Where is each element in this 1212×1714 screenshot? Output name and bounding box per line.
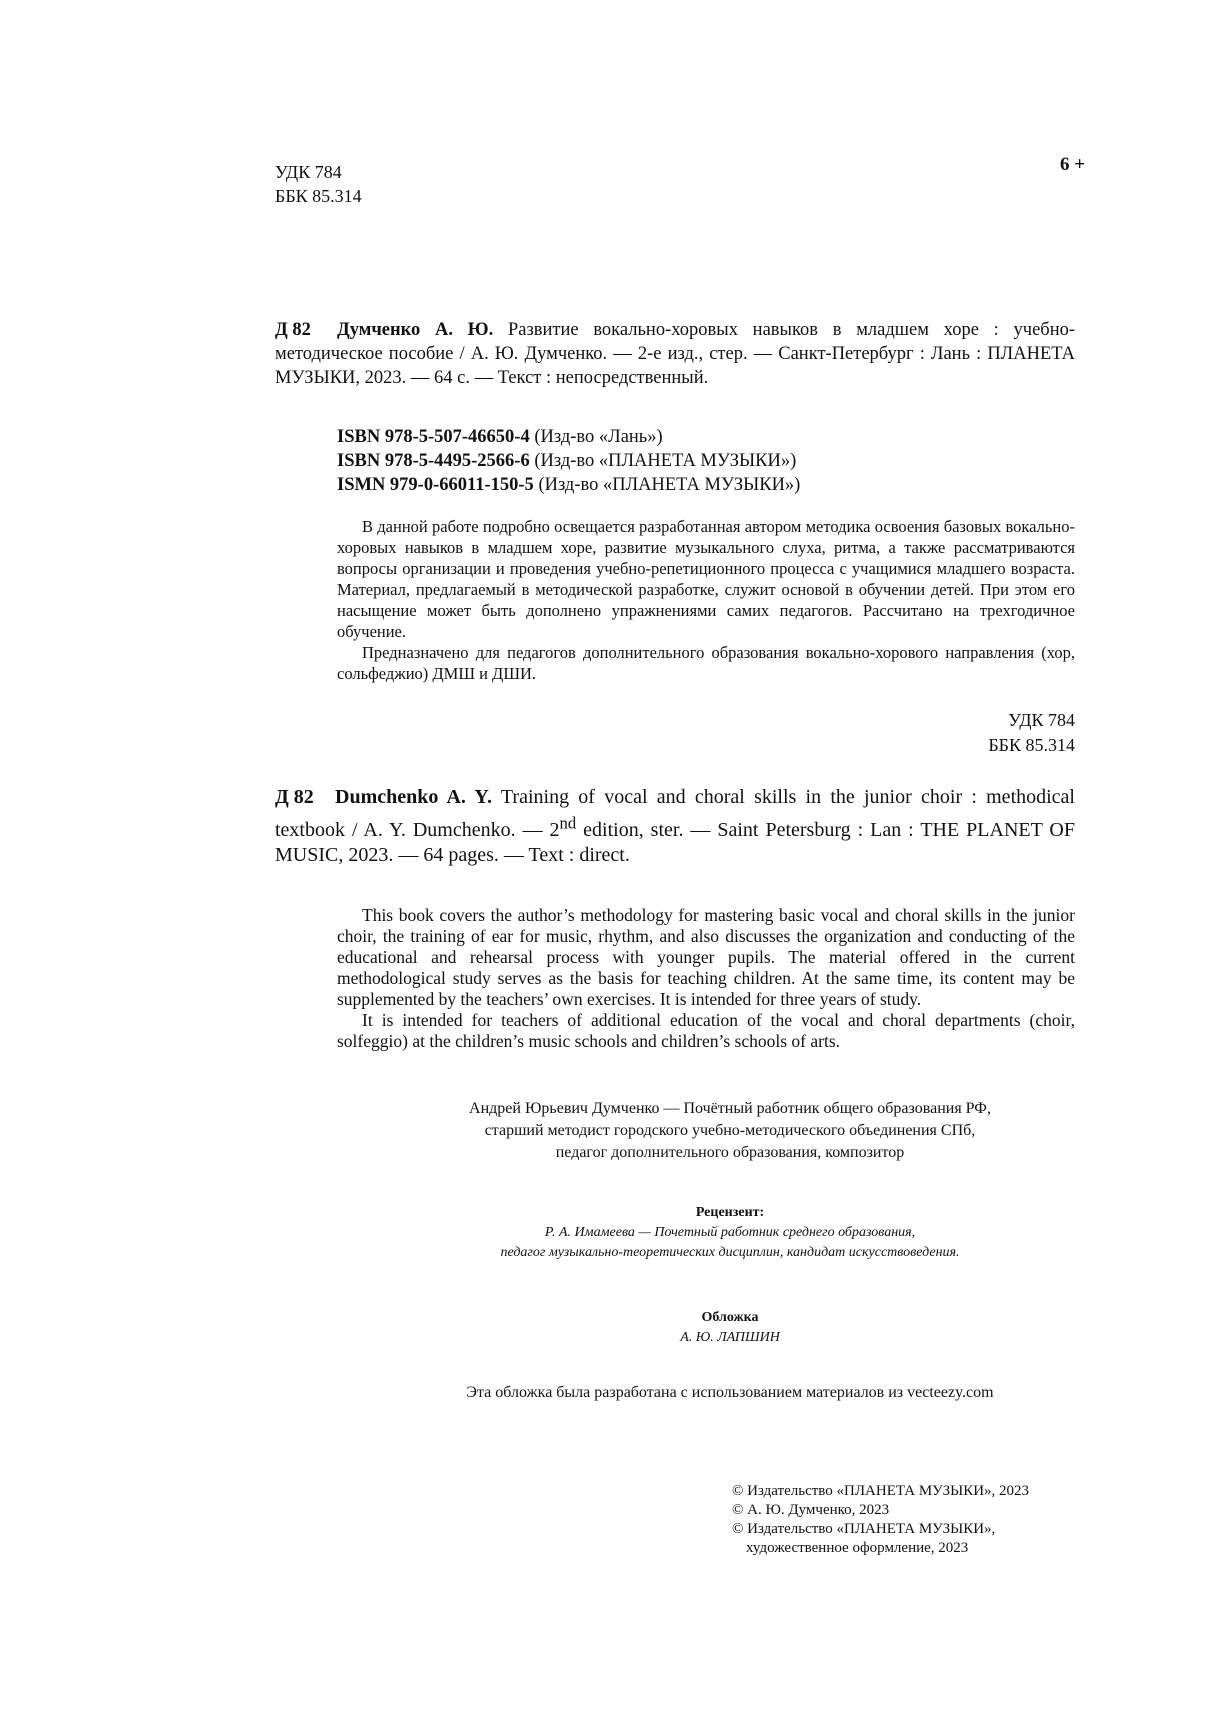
author-name: Думченко А. Ю. (337, 320, 494, 340)
isbn-publisher: (Изд-во «ПЛАНЕТА МУЗЫКИ») (534, 451, 797, 471)
reviewer-line: Р. А. Имамеева — Почетный работник среднего образования, (544, 1225, 916, 1240)
abstract-ru (337, 516, 1075, 684)
copyright-line: © Издательство «ПЛАНЕТА МУЗЫКИ», 2023 (732, 1483, 1030, 1499)
bibliographic-record-ru (275, 318, 1075, 390)
description-part: edition, ster. — Saint Petersburg : Lan : THE PLANET OF MUSIC, 2023. — 64 pages. — Text : direct. (275, 818, 1075, 866)
udk-code: УДК 784 (275, 162, 342, 182)
isbn-number: ISBN 978-5-507-46650-4 (337, 427, 530, 447)
copyright-block (732, 1482, 1029, 1558)
reviewer-line: педагог музыкально-теоретических дисциплин, кандидат искусствоведения. (500, 1245, 960, 1260)
copyright-line: художественное оформление, 2023 (746, 1540, 969, 1556)
abstract-paragraph: It is intended for teachers of additional education of the vocal and choral departments (choir, solfeggio) at the children’s music schools and children’s schools of arts. (337, 1010, 1075, 1051)
udk-code: УДК 784 (1008, 710, 1075, 730)
bibliographic-text-en (275, 785, 1075, 868)
isbn-number: ISBN 978-5-4495-2566-6 (337, 451, 530, 471)
author-info-line: педагог дополнительного образования, композитор (555, 1144, 905, 1161)
author-info-line: старший методист городского учебно-методического объединения СПб, (484, 1122, 976, 1139)
bibliographic-record-en (275, 785, 1075, 868)
classification-top (275, 160, 362, 208)
abstract-en (337, 905, 1075, 1052)
bbk-code: ББК 85.314 (275, 186, 362, 206)
abstract-paragraph: В данной работе подробно освещается разработанная автором методика освоения базовых вокально-хоровых навыков в младшем хоре, развитие музыкального слуха, ритма, а также рассматриваются вопросы организации и проведения учебно-репетиционного процесса с учащимися младшего возраста. Материал, предлагаемый в методической разработке, служит основой в обучении детей. При этом его насыщение может быть дополнено упражнениями самих педагогов. Рассчитано на трехгодичное обучение. (337, 517, 1075, 641)
bibliographic-description: Развитие вокально-хоровых навыков в младшем хоре : учебно-методическое пособие / А. Ю. Думченко. — 2-е изд., стер. — Санкт-Петербург : Лань : ПЛАНЕТА МУЗЫКИ, 2023. — 64 с. — Текст : непосредственный. (275, 320, 1075, 388)
ismn-line (337, 473, 800, 497)
abstract-paragraph: Предназначено для педагогов дополнительного образования вокально-хорового направления (хор, сольфеджио) ДМШ и ДШИ. (337, 643, 1075, 683)
author-mark-code: Д 82 (275, 320, 311, 340)
age-rating: 6 + (1060, 154, 1086, 175)
isbn-line (337, 449, 800, 473)
ismn-number: ISMN 979-0-66011-150-5 (337, 475, 534, 495)
copyright-line: © А. Ю. Думченко, 2023 (732, 1502, 890, 1518)
description-part: Training of vocal and choral skills in the junior choir : methodical textbook / A. Y. Dumchenko. — 2 (275, 786, 1075, 841)
classification-right (900, 708, 1075, 758)
isbn-line (337, 425, 800, 449)
author-name: Dumchenko A. Y. (335, 786, 493, 808)
abstract-paragraph: This book covers the author’s methodology for mastering basic vocal and choral skills in the junior choir, the training of ear for music, rhythm, and also discusses the organization and conducting of the educational and rehearsal process with younger pupils. The material offered in the current methodological study serves as the basis for teaching children. At the same time, its content may be supplemented by the teachers’ own exercises. It is intended for three years of study. (337, 905, 1075, 1009)
cover-heading: Обложка (701, 1310, 759, 1325)
author-mark-code: Д 82 (275, 786, 314, 808)
author-info-line: Андрей Юрьевич Думченко — Почётный работник общего образования РФ, (469, 1100, 991, 1117)
cover-note: Эта обложка была разработана с использованием материалов из vecteezy.com (466, 1384, 994, 1401)
bibliographic-text-ru (275, 318, 1075, 390)
bbk-code: ББК 85.314 (988, 735, 1075, 755)
copyright-line: © Издательство «ПЛАНЕТА МУЗЫКИ», (732, 1521, 996, 1537)
isbn-list (337, 425, 800, 497)
author-info (360, 1098, 1100, 1164)
cover-designer: А. Ю. ЛАПШИН (680, 1330, 780, 1345)
ismn-publisher: (Изд-во «ПЛАНЕТА МУЗЫКИ») (538, 475, 801, 495)
reviewer-text (360, 1223, 1100, 1263)
ordinal-suffix: nd (559, 813, 577, 832)
reviewer-heading: Рецензент: (695, 1205, 765, 1220)
isbn-publisher: (Изд-во «Лань») (534, 427, 663, 447)
